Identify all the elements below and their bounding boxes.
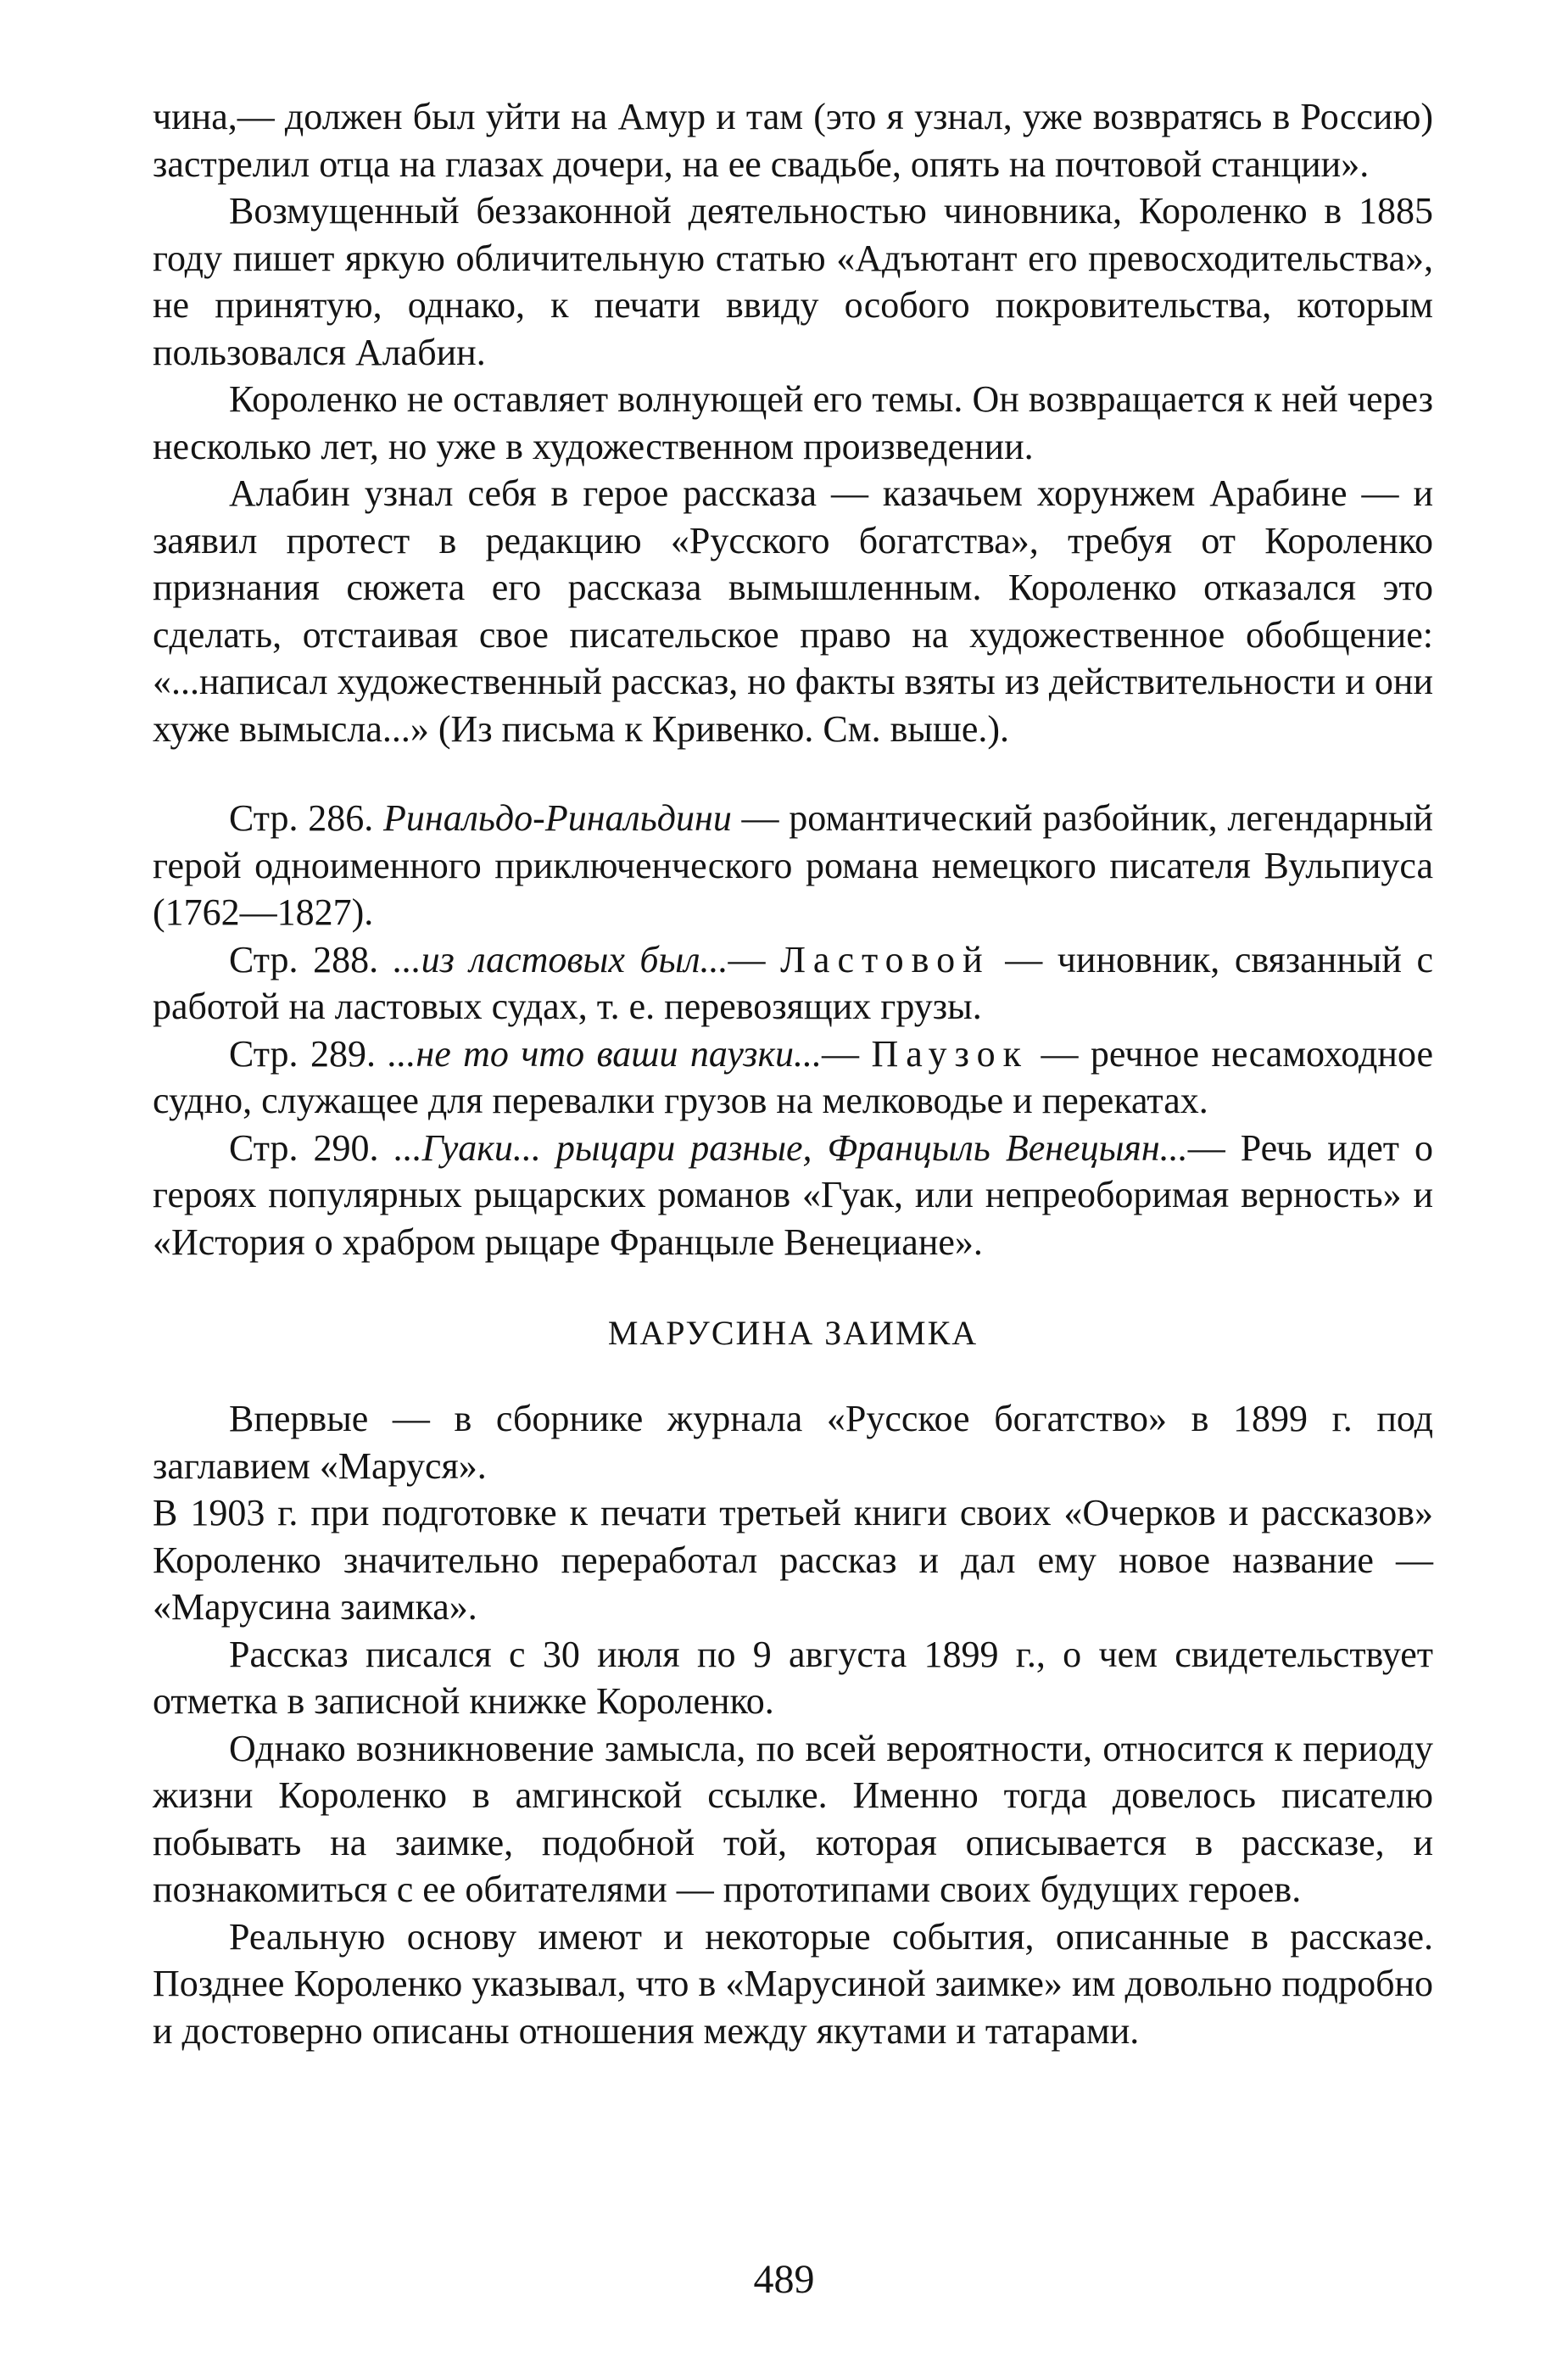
paragraph: Алабин узнал себя в герое рассказа — казачьем хорунжем Арабине — и заявил протест в редакцию «Русского богатства», требуя от Короленко признания сюжета его рассказа вымышленным. Короленко отказался это сделать, отстаивая свое писательское право на художественное обобщение: «...написал художественный рассказ, но факты взяты из действительности и они хуже вымысла...» (Из письма к Кривенко. См. выше.).: [153, 472, 1433, 750]
note-ref: Стр. 288.: [229, 938, 379, 980]
note-paragraph: [153, 1125, 1433, 1266]
note-paragraph: [153, 795, 1433, 936]
paragraph: В 1903 г. при подготовке к печати третьей книги своих «Очерков и рассказов» Короленко значительно переработал рассказ и дал ему новое название — «Марусина заимка».: [153, 1492, 1433, 1628]
paragraph: Впервые — в сборнике журнала «Русское богатство» в 1899 г. под заглавием «Маруся».: [153, 1398, 1433, 1487]
note-text: — чиновник, связанный с работой на ластовых судах, т. е. перевозящих грузы.: [153, 938, 1433, 1027]
page-body: [153, 93, 1433, 2054]
note-text: — романтический разбойник, легендарный герой одноименного приключенческого романа немецкого писателя Вульпиуса (1762—1827).: [153, 797, 1433, 933]
note-paragraph: Стр. 289. ...не то что ваши паузки...— Паузок — речное несамоходное судно, служащее для перевалки грузов на мелководье и перекатах.: [153, 1032, 1434, 1121]
note-quote: Ринальдо-Ринальдини: [383, 797, 732, 839]
note-quote: ...не то что ваши паузки...: [388, 1032, 823, 1075]
note-quote: ...из ластовых был...: [393, 938, 728, 980]
paragraph: Реальную основу имеют и некоторые события, описанные в рассказе. Позднее Короленко указывал, что в «Марусиной заимке» им довольно подробно и достоверно описаны отношения между якутами и татарами.: [153, 1915, 1433, 2052]
page-number: 489: [753, 2257, 815, 2302]
section-heading: МАРУСИНА ЗАИМКА: [607, 1314, 979, 1352]
note-text: — речное несамоходное судно, служащее для перевалки грузов на мелководье и перекатах.: [153, 1032, 1434, 1121]
paragraph: Возмущенный беззаконной деятельностью чиновника, Короленко в 1885 году пишет яркую обличительную статью «Адъютант его превосходительства», не принятую, однако, к печати ввиду особого покровительства, которым пользовался Алабин.: [153, 190, 1433, 373]
note-ref: Стр. 286.: [229, 797, 374, 839]
paragraph: Однако возникновение замысла, по всей вероятности, относится к периоду жизни Короленко в амгинской ссылке. Именно тогда довелось писателю побывать на заимке, подобной той, которая описывается в рассказе, и познакомиться с ее обитателями — прототипами своих будущих героев.: [153, 1727, 1433, 1910]
note-term: Паузок: [871, 1032, 1030, 1075]
note-quote: ...Гуаки... рыцари разные, Францыль Венецыян...: [393, 1126, 1188, 1169]
paragraph: чина,— должен был уйти на Амур и там (это я узнал, уже возвратясь в Россию) застрелил отца на глазах дочери, на ее свадьбе, опять на почтовой станции».: [153, 96, 1433, 185]
paragraph: Рассказ писался с 30 июля по 9 августа 1899 г., о чем свидетельствует отметка в записной книжке Короленко.: [153, 1633, 1433, 1722]
note-term: Ластовой: [780, 938, 990, 980]
note-ref: Стр. 289.: [229, 1032, 376, 1075]
note-ref: Стр. 290.: [229, 1126, 379, 1169]
note-text: — Речь идет о героях популярных рыцарских романов «Гуак, или непреоборимая верность» и «История о храбром рыцаре Францыле Венециане».: [153, 1126, 1433, 1263]
note-paragraph: Стр. 288. ...из ластовых был...— Ластовой — чиновник, связанный с работой на ластовых судах, т. е. перевозящих грузы.: [153, 938, 1433, 1027]
paragraph: Короленко не оставляет волнующей его темы. Он возвращается к ней через несколько лет, но уже в художественном произведении.: [153, 378, 1433, 467]
